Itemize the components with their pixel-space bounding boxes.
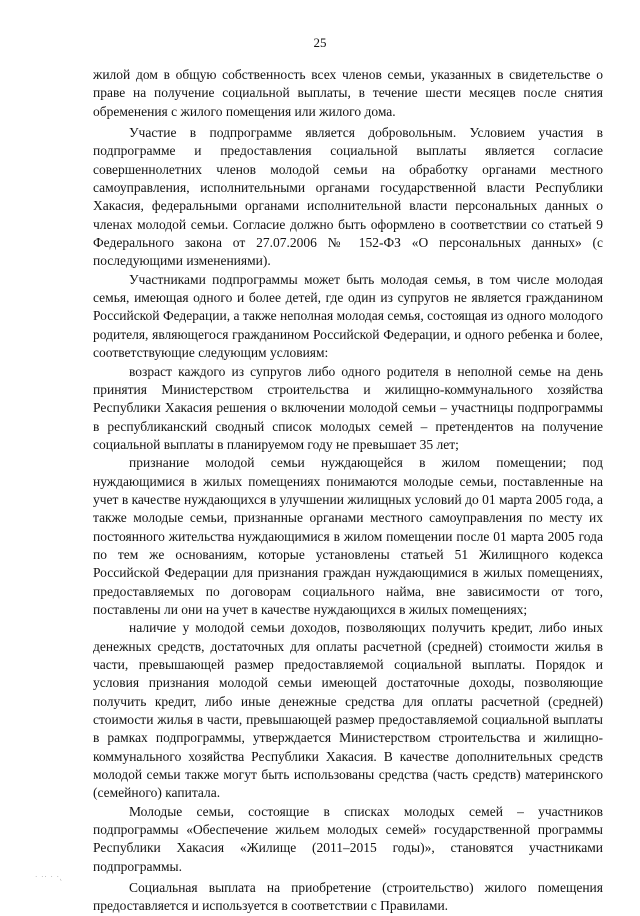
document-body — [93, 66, 603, 916]
paragraph-participation-consent: Участие в подпрограмме является добровольным. Условием участия в подпрограмме и предоставления социальной выплаты является согласие совершеннолетних членов молодой семьи на обработку органами местного самоуправления, исполнительными органами государственной власти Республики Хакасия, федеральными органами исполнительной власти персональных данных о членах молодой семьи. Согласие должно быть оформлено в соответствии со статьей 9 Федерального закона от 27.07.2006 № 152-ФЗ «О персональных данных» (с последующими изменениями). — [93, 125, 603, 269]
paragraph-previous-program-families: Молодые семьи, состоящие в списках молодых семей – участников подпрограммы «Обеспечение жильем молодых семей» государственной программы Республики Хакасия «Жилище (2011–2015 годы)», становятся участниками подпрограммы. — [93, 803, 603, 874]
paragraph-condition-income: наличие у молодой семьи доходов, позволяющих получить кредит, либо иных денежных средств, достаточных для оплаты расчетной (средней) стоимости жилья в части, превышающей размер предоставляемой социальной выплаты. Порядок и условия признания молодой семьи имеющей достаточные доходы, позволяющие получить кредит, либо иные денежные средства для оплаты расчетной (средней) стоимости жилья в части, превышающей размер предоставляемой социальной выплаты в рамках подпрограммы, утверждается Министерством строительства и жилищно-коммунального хозяйства Республики Хакасия. В качестве дополнительных средств молодой семьи также могут быть использованы средства (часть средств) материнского (семейного) капитала. — [93, 620, 603, 801]
paragraph-condition-age: возраст каждого из супругов либо одного родителя в неполной семье на день принятия Министерством строительства и жилищно-коммунального хозяйства Республики Хакасия решения о включении молодой семьи – участницы подпрограммы в республиканский сводный список молодых семей – претендентов на получение социальной выплаты в планируемом году не превышает 35 лет; — [93, 363, 603, 452]
paragraph-condition-housing-need: признание молодой семьи нуждающейся в жилом помещении; под нуждающимися в жилых помещениях понимаются молодые семьи, поставленные на учет в качестве нуждающихся в улучшении жилищных условий до 01 марта 2005 года, а также молодые семьи, признанные органами местного самоуправления по месту их постоянного жительства нуждающимися в жилом помещении после 01 марта 2005 года по тем же основаниям, которые установлены статьей 51 Жилищного кодекса Российской Федерации для признания граждан нуждающимися в жилых помещениях, предоставляемых по договорам социального найма, вне зависимости от того, поставлены ли они на учет в качестве нуждающихся в жилых помещениях; — [93, 455, 603, 617]
paragraph-participants: Участниками подпрограммы может быть молодая семья, в том числе молодая семья, имеющая одного и более детей, где один из супругов не является гражданином Российской Федерации, а также неполная молодая семья, состоящая из одного молодого родителя, являющегося гражданином Российской Федерации, и одного ребенка и более, соответствующие следующим условиям: — [93, 271, 603, 361]
paragraph-continuation: жилой дом в общую собственность всех членов семьи, указанных в свидетельстве о праве на получение социальной выплаты, в течение шести месяцев после снятия обременения с жилого помещения или жилого дома. — [93, 67, 603, 119]
scan-artifact-mark: · ·· · ·˛ — [35, 873, 64, 881]
page-number: 25 — [313, 35, 327, 50]
paragraph-social-payment-rules: Социальная выплата на приобретение (строительство) жилого помещения предоставляется и используется в соответствии с Правилами. — [93, 880, 603, 914]
